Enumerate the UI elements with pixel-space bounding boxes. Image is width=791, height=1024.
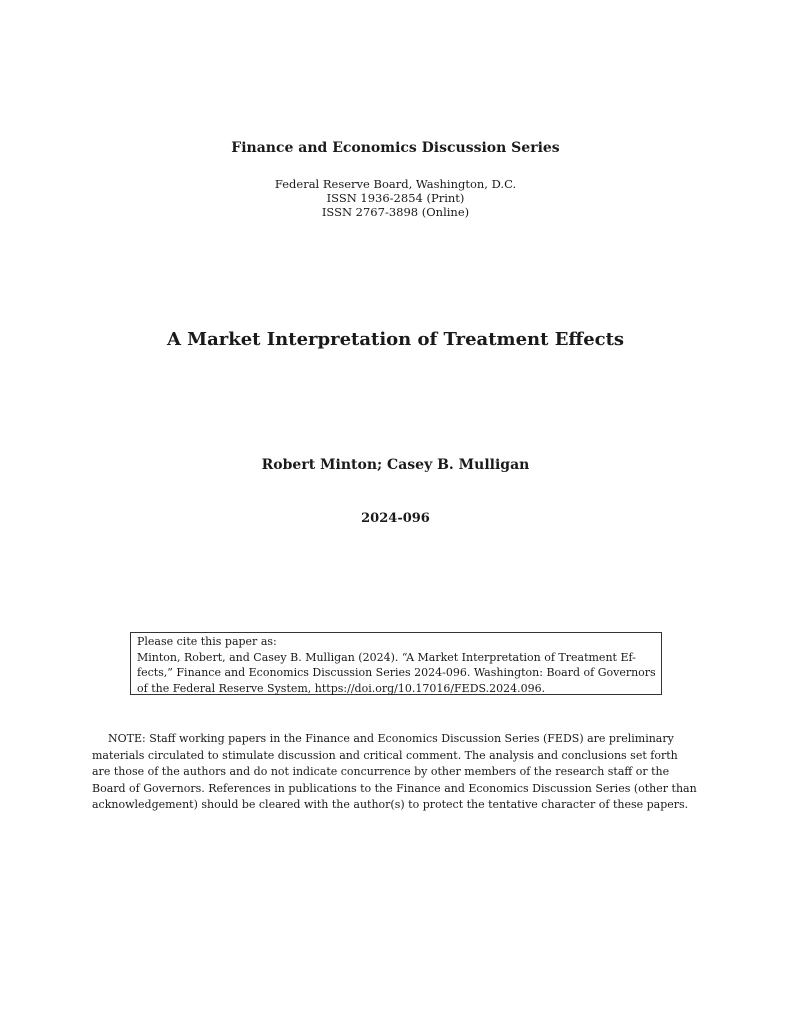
disclaimer-note xyxy=(92,731,702,814)
authors: Robert Minton; Casey B. Mulligan xyxy=(261,457,530,473)
paper-number: 2024-096 xyxy=(361,511,430,526)
note-line: are those of the authors and do not indicate concurrence by other members of the research staff or the xyxy=(92,765,670,778)
citation-line: Minton, Robert, and Casey B. Mulligan (2024). “A Market Interpretation of Treatment Ef- xyxy=(137,650,636,664)
series-meta xyxy=(0,177,791,219)
citation-box xyxy=(130,632,662,695)
note-line: materials circulated to stimulate discussion and critical comment. The analysis and conclusions set forth xyxy=(92,748,678,762)
note-line: acknowledgement) should be cleared with the author(s) to protect the tentative character of these papers. xyxy=(92,798,689,811)
note-line: NOTE: Staff working papers in the Finance and Economics Discussion Series (FEDS) are preliminary xyxy=(108,732,674,745)
citation-line: fects,” Finance and Economics Discussion Series 2024-096. Washington: Board of Governors xyxy=(137,666,656,680)
citation-line: of the Federal Reserve System, https://doi.org/10.17016/FEDS.2024.096. xyxy=(137,681,546,695)
citation-line: Please cite this paper as: xyxy=(137,635,277,648)
publisher-line: Federal Reserve Board, Washington, D.C. xyxy=(274,177,517,191)
series-title: Finance and Economics Discussion Series xyxy=(231,140,560,156)
issn-online: ISSN 2767-3898 (Online) xyxy=(321,205,470,219)
paper-title: A Market Interpretation of Treatment Effects xyxy=(166,329,625,350)
note-line: Board of Governors. References in publications to the Finance and Economics Discussion Series (other than xyxy=(92,781,697,795)
issn-print: ISSN 1936-2854 (Print) xyxy=(326,191,465,205)
